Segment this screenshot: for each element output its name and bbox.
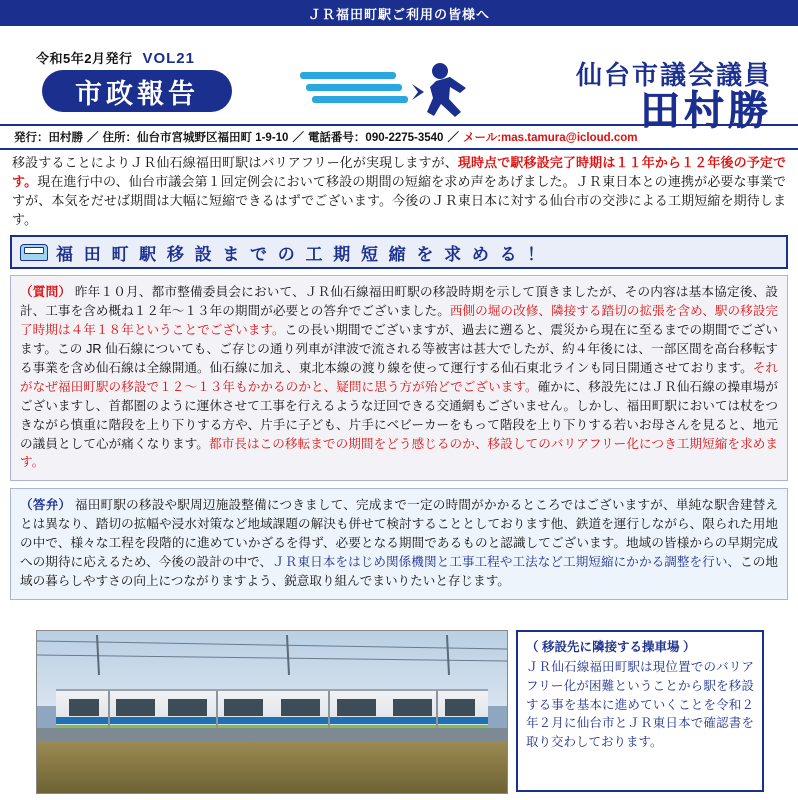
side-note-box <box>516 630 764 792</box>
question-text-2: この長い期間でございますが、過去に遡ると、震災から現在に至るまでの期間でございます。この JR 仙石線についても、ご存じの通り列車が津波で流される等被害は甚大でしたが、約４年後には、一部区間を高台移転する事業を含め仙石線は全線開通。仙石線に加え、東北本線の渡り線を使って運行する仙石東北ラインも同日開通させております。 <box>20 323 779 375</box>
contact-address: 住所：仙台市宮城野区福田町 1-9-10 <box>102 132 289 144</box>
bottom-area <box>0 630 798 800</box>
section-headline-text: 福 田 町 駅 移 設 ま で の 工 期 短 縮 を 求 め る ！ <box>56 244 548 264</box>
question-label: （質問） <box>20 285 72 300</box>
top-banner <box>0 0 798 26</box>
top-banner-text: ＪＲ福田町駅ご利用の皆様へ <box>307 6 490 22</box>
side-note-body: ＪＲ仙石線福田町駅は現位置でのバリアフリー化が困難ということから駅を移設する事を基本に進めていくことを令和２年２月に仙台市とＪＲ東日本で確認書を取り交わしております。 <box>526 660 754 749</box>
question-text-3: 確かに、移設先にはＪＲ仙石線の操車場がございますし、首都圏のように運休させて工事を行えるような迂回できる交通網もございません。しかし、福田町駅においては杖をつきながら慎重に階段を上り下りする方や、片手に子ども、片手にベビーカーをもって階段を上り下りする若いお母さんを見ると、地元の議員として心が痛くなります。 <box>20 379 778 451</box>
issue-date: 令和5年2月発行 <box>36 51 133 66</box>
photo-train-window <box>445 699 475 716</box>
question-text-red-2: それがなぜ福田町駅の移設で１２～１３年もかかるのかと、疑問に思う方が殆どでございます。 <box>20 360 779 394</box>
question-box <box>10 275 788 481</box>
masthead <box>0 26 798 133</box>
issue-line <box>36 48 195 67</box>
photo-train-window <box>337 699 376 716</box>
photo-train-window <box>168 699 207 716</box>
lead-part-2: 現在進行中の、仙台市議会第１回定例会において移設の期間の短縮を求め声をあげました。ＪＲ東日本との連携が必要な事業ですが、本気をだせば期間は大幅に短縮できるはずでございます。今後のＪＲ東日本に対する仙台市の交渉による工期短縮を期待します。 <box>12 173 786 227</box>
photo-train-window <box>116 699 155 716</box>
politician-name-block <box>576 62 772 132</box>
section-headline <box>10 235 788 269</box>
answer-text-blue: ＪＲ東日本をはじめ関係機関と工事工程や工法など工期短縮にかかる調整を行い、 <box>272 554 741 569</box>
photo-train-window <box>69 699 99 716</box>
train-photo <box>36 630 508 794</box>
train-icon <box>20 244 48 261</box>
answer-box <box>10 488 788 599</box>
contact-sep-1: ／ <box>87 132 99 144</box>
politician-role: 仙台市議会議員 <box>575 60 772 90</box>
contact-sep-2: ／ <box>292 132 304 144</box>
contact-mail: メール:mas.tamura@icloud.com <box>462 132 638 144</box>
photo-overhead-wires <box>37 635 507 675</box>
answer-text: 福田町駅の移設や駅周辺施設整備につきまして、完成まで一定の時間がかかるところではございますが、単純な駅舎建替えとは異なり、踏切の拡幅や浸水対策など地域課題の解決も併せて検討することとしております他、鉄道を運行しながら、限られた用地の中で、様々な工程を段階的に進めていかざるを得ず、必要となる期間であるものと認識してございます。地域の皆様からの早期完成への期待に応えるため、今後の設計の中で、 <box>20 498 779 569</box>
contact-sep-3: ／ <box>447 132 459 144</box>
side-note-title: （ 移設先に隣接する操車場 ） <box>526 640 696 654</box>
lead-highlight: 現時点で駅移設完了時期は１１年から１２年後の予定です。 <box>12 155 786 189</box>
question-text-1: 昨年１０月、都市整備委員会において、ＪＲ仙石線福田町駅の移設時期を示して頂きましたが、その内容は基本協定後、設計、工事を含め概ね１２年～１３年の期間が必要との答弁でございました。 <box>20 285 779 319</box>
lead-part-1: 移設することによりＪＲ仙石線福田町駅はバリアフリー化が実現しますが、 <box>12 155 458 170</box>
contact-phone: 電話番号：090-2275-3540 <box>307 132 444 144</box>
politician-name: 田村勝 <box>640 89 772 133</box>
issue-vol: VOL21 <box>142 50 195 67</box>
photo-train-window <box>393 699 432 716</box>
lead-paragraph <box>0 150 798 231</box>
photo-train-stripe-blue <box>56 717 488 724</box>
photo-grass <box>37 741 507 793</box>
running-person-icon <box>300 62 480 122</box>
title-badge: 市政報告 <box>42 70 232 112</box>
answer-text-end: この地域の暮らしやすさの向上につながりますよう、鋭意取り組んでまいりたいと存じます。 <box>20 554 779 588</box>
answer-label: （答弁） <box>20 498 72 513</box>
photo-train-window <box>281 699 320 716</box>
photo-train-window <box>224 699 263 716</box>
question-text-red-3: 都市長はこの移転までの期間をどう感じるのか、移設してのバリアフリー化につき工期短縮を求めます。 <box>20 436 778 470</box>
question-text-red-1: 西側の堀の改修、隣接する踏切の拡張を含め、駅の移設完了時期は４年１８年ということでございます。 <box>20 304 779 338</box>
contact-publisher: 発行：田村勝 <box>14 132 83 144</box>
